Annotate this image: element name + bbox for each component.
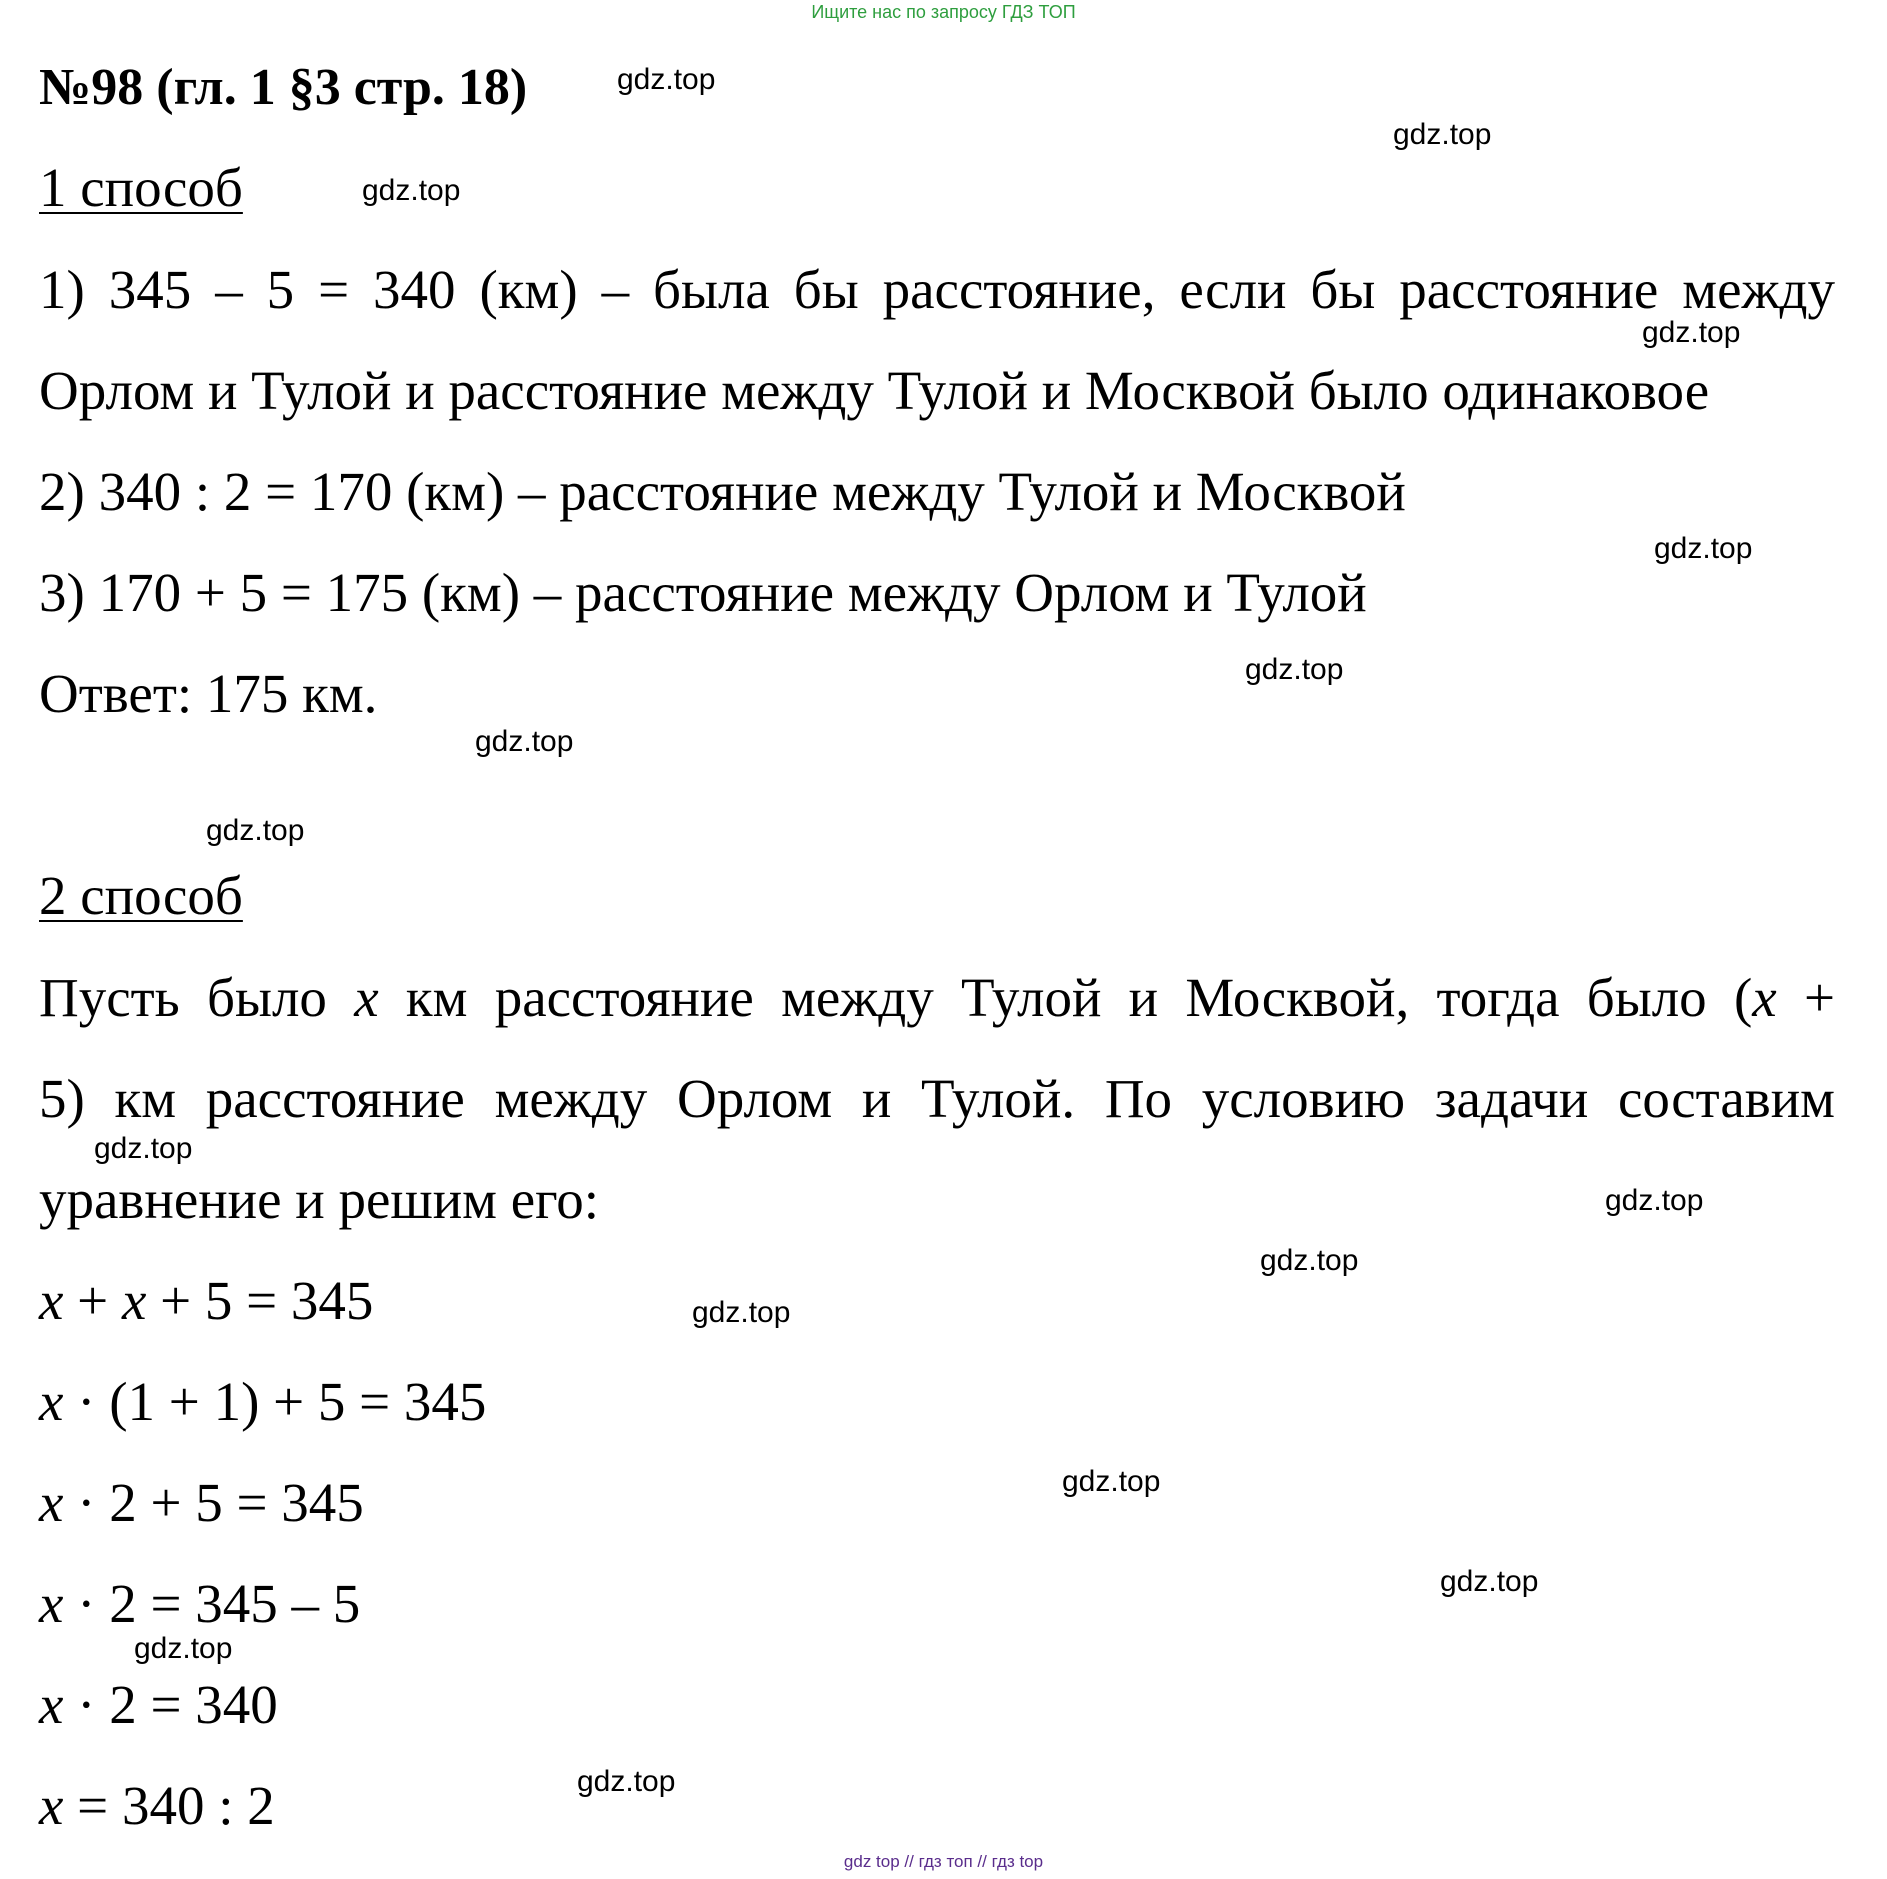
watermark: gdz.top (577, 1765, 676, 1798)
equation-5: x · 2 = 340 (39, 1674, 278, 1735)
watermark: gdz.top (1642, 316, 1741, 349)
equation-1: x + x + 5 = 345 (39, 1270, 374, 1331)
watermark: gdz.top (206, 814, 305, 847)
watermark: gdz.top (134, 1632, 233, 1665)
watermark: gdz.top (1605, 1184, 1704, 1217)
watermark: gdz.top (1654, 532, 1753, 565)
method2-paragraph-line1: Пусть было x км расстояние между Тулой и Москвой, тогда было (x + (39, 967, 1835, 1028)
method1-step1-line2: Орлом и Тулой и расстояние между Тулой и Москвой было одинаковое (39, 360, 1710, 421)
method1-step1-line1: 1) 345 – 5 = 340 (км) – была бы расстояние, если бы расстояние между (39, 259, 1835, 320)
equation-3: x · 2 + 5 = 345 (39, 1472, 364, 1533)
method2-paragraph-line3: уравнение и решим его: (39, 1169, 600, 1230)
watermark: gdz.top (1393, 118, 1492, 151)
top-banner: Ищите нас по запросу ГДЗ ТОП (811, 2, 1076, 22)
method1-answer: Ответ: 175 км. (39, 663, 378, 724)
watermark: gdz.top (94, 1132, 193, 1165)
method1-step3: 3) 170 + 5 = 175 (км) – расстояние между Орлом и Тулой (39, 562, 1367, 623)
watermark: gdz.top (617, 63, 716, 96)
page-title: №98 (гл. 1 §3 стр. 18) (39, 59, 528, 116)
watermark: gdz.top (1062, 1465, 1161, 1498)
method1-step2: 2) 340 : 2 = 170 (км) – расстояние между Тулой и Москвой (39, 461, 1406, 522)
watermark: gdz.top (362, 174, 461, 207)
watermark: gdz.top (1245, 653, 1344, 686)
equation-2: x · (1 + 1) + 5 = 345 (39, 1371, 487, 1432)
footer-links: gdz top // гдз топ // гдз top (843, 1852, 1044, 1871)
watermark: gdz.top (475, 725, 574, 758)
method1-heading: 1 способ (39, 157, 243, 218)
method2-paragraph-line2: 5) км расстояние между Орлом и Тулой. По условию задачи составим (39, 1068, 1835, 1129)
method2-heading: 2 способ (39, 865, 243, 926)
watermark: gdz.top (1440, 1565, 1539, 1598)
watermark: gdz.top (692, 1296, 791, 1329)
watermark: gdz.top (1260, 1244, 1359, 1277)
equation-6: x = 340 : 2 (39, 1775, 275, 1836)
equation-4: x · 2 = 345 – 5 (39, 1573, 361, 1634)
